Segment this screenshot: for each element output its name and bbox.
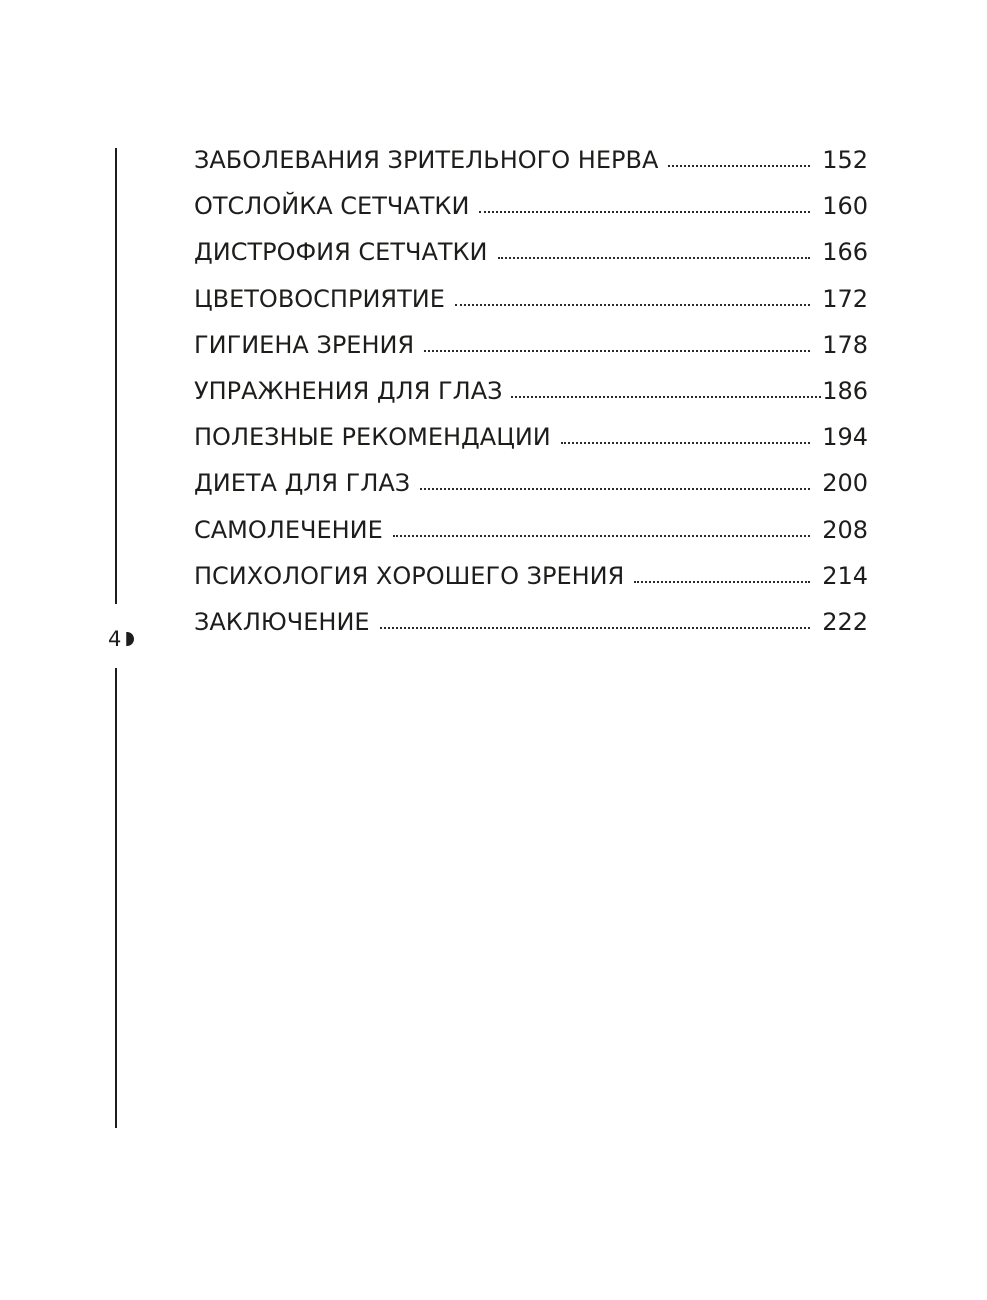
- toc-dot-leader: [479, 209, 810, 213]
- toc-entry-title: ЗАКЛЮЧЕНИЕ: [194, 607, 370, 636]
- toc-dot-leader: [498, 255, 811, 259]
- toc-entry-page: 160: [822, 192, 868, 221]
- toc-dot-leader: [393, 533, 810, 537]
- toc-entry-title: ОТСЛОЙКА СЕТЧАТКИ: [194, 192, 470, 221]
- toc-entry[interactable]: [194, 229, 868, 275]
- table-of-contents: [194, 137, 868, 645]
- toc-entry-title: ДИСТРОФИЯ СЕТЧАТКИ: [194, 238, 488, 267]
- toc-entry-title: ГИГИЕНА ЗРЕНИЯ: [194, 330, 415, 359]
- toc-entry-page: 166: [822, 238, 868, 267]
- toc-entry-page: 200: [822, 469, 868, 498]
- toc-entry-title: ЦВЕТОВОСПРИЯТИЕ: [194, 284, 445, 313]
- half-moon-icon: [125, 631, 135, 647]
- toc-dot-leader: [455, 302, 810, 306]
- toc-dot-leader: [668, 163, 810, 167]
- toc-entry-title: ЗАБОЛЕВАНИЯ ЗРИТЕЛЬНОГО НЕРВА: [194, 146, 659, 174]
- toc-entry-page: 152: [822, 146, 868, 174]
- toc-entry[interactable]: [194, 276, 868, 322]
- toc-dot-leader: [420, 486, 810, 490]
- page-folio: [108, 626, 135, 652]
- toc-entry-title: ДИЕТА ДЛЯ ГЛАЗ: [194, 469, 411, 498]
- toc-entry[interactable]: [194, 322, 868, 368]
- toc-entry[interactable]: [194, 368, 868, 414]
- page-number: 4: [108, 627, 122, 651]
- toc-dot-leader: [424, 348, 810, 352]
- toc-entry-title: ПОЛЕЗНЫЕ РЕКОМЕНДАЦИИ: [194, 423, 551, 452]
- toc-entry-title: САМОЛЕЧЕНИЕ: [194, 515, 383, 544]
- toc-entry[interactable]: [194, 414, 868, 460]
- toc-entry[interactable]: [194, 507, 868, 553]
- toc-entry-page: 186: [822, 376, 868, 405]
- toc-entry-title: УПРАЖНЕНИЯ ДЛЯ ГЛАЗ: [194, 376, 503, 405]
- toc-dot-leader: [511, 394, 822, 398]
- toc-entry[interactable]: [194, 599, 868, 645]
- margin-rule-top: [115, 148, 117, 604]
- toc-entry-page: 222: [822, 607, 868, 636]
- toc-entry[interactable]: [194, 553, 868, 599]
- toc-dot-leader: [380, 625, 811, 629]
- toc-entry-title: ПСИХОЛОГИЯ ХОРОШЕГО ЗРЕНИЯ: [194, 561, 625, 590]
- toc-entry[interactable]: [194, 137, 868, 183]
- toc-entry[interactable]: [194, 460, 868, 506]
- toc-entry-page: 214: [822, 561, 868, 590]
- toc-dot-leader: [561, 440, 810, 444]
- toc-entry-page: 172: [822, 284, 868, 313]
- toc-dot-leader: [634, 579, 810, 583]
- toc-entry[interactable]: [194, 183, 868, 229]
- toc-entry-page: 194: [822, 423, 868, 452]
- margin-rule-bottom: [115, 668, 117, 1128]
- toc-entry-page: 178: [822, 330, 868, 359]
- toc-entry-page: 208: [822, 515, 868, 544]
